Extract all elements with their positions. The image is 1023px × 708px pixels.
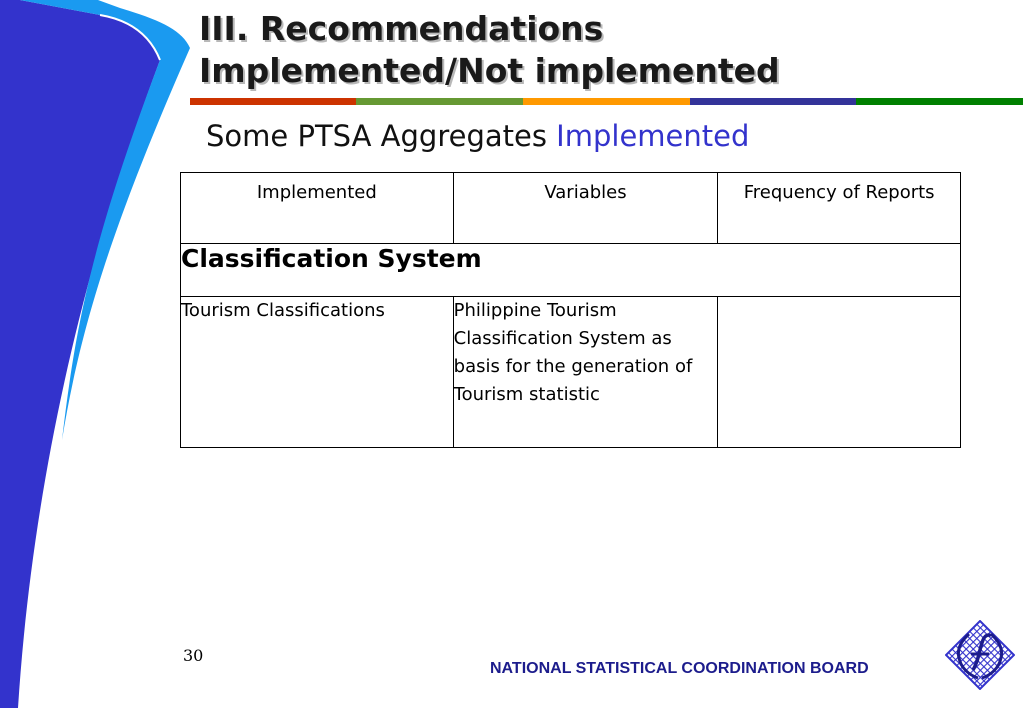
header-cell-implemented: Implemented [181,173,454,244]
page-number: 30 [183,646,204,665]
table-row [181,297,961,448]
section-cell-classification-system: Classification System [181,244,961,297]
slide-title-line1: III. Recommendations [199,9,604,48]
title-rule-segment-2 [356,98,523,105]
table-header-row [181,173,961,244]
slide-title [199,8,780,92]
title-rule-segment-3 [523,98,690,105]
table-section-row [181,244,961,297]
slide-title-line2: Implemented/Not implemented [199,51,780,90]
title-rule-segment-1 [190,98,356,105]
header-cell-frequency: Frequency of Reports [718,173,961,244]
left-swoosh-decoration [0,0,190,708]
cell-implemented: Tourism Classifications [181,297,454,448]
cell-frequency [718,297,961,448]
subtitle-highlight: Implemented [556,119,750,153]
nscb-diamond-logo-icon [945,620,1015,690]
subtitle-prefix: Some PTSA Aggregates [206,119,557,153]
cell-variables: Philippine Tourism Classification System as basis for the generation of Tourism statistic [453,297,718,448]
footer-organization: NATIONAL STATISTICAL COORDINATION BOARD [490,660,869,677]
title-rule-segment-5 [856,98,1023,105]
header-cell-variables: Variables [453,173,718,244]
slide-subtitle [206,119,749,153]
aggregates-table [180,172,961,448]
title-rule-segment-4 [690,98,856,105]
